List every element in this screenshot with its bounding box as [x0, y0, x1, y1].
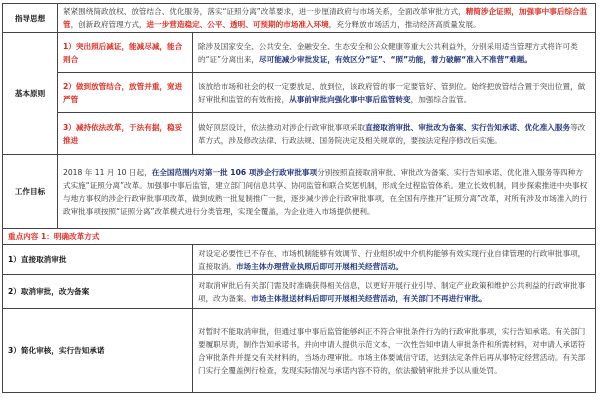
guiding-text	[58, 4, 596, 33]
text-segment: 对暂时不能取消审批，但通过事中事后监管能够纠正不符合审批条件行为的行政审批事项，实行告知承诺。有关部门要履职尽责，制作告知承诺书，并向申请人提供示范文本，一次性告知申请人审批条件和所需材料，对申请人承诺符合审批条件并提交有关材料的，当场办理审批。市场主体要诚信守诺，达到法定条件后再从事特定经营活动。有关部门实行全覆盖例行检查，发现实际情况与承诺内容不符的，依法撤销审批并予以从重处罚。	[198, 326, 586, 375]
principle-text	[193, 33, 596, 73]
key-item-title: 1）直接取消审批	[3, 245, 193, 275]
text-segment: ，加强综合监管。	[410, 94, 472, 104]
text-segment: 等改革方式，涉及修改法律、行政法规、国务院决定及相关规章的，要按法定程序修改后实施。	[198, 122, 586, 145]
key-item-row	[3, 275, 596, 309]
highlighted-text: 市场主体报送材料后即可开展相关经营活动，有关部门不再进行审批。	[251, 293, 487, 303]
highlighted-text: 在全国范围内对第一批 106 项涉企行政审批事项	[151, 167, 318, 177]
principle-title: 3）减持依法改革，于法有据，稳妥推进	[58, 113, 193, 155]
principle-row	[3, 73, 596, 113]
highlighted-text: 进一步营造稳定、公平、透明、可预期的市场准入环境	[146, 20, 329, 29]
text-segment: 紧紧围绕简政放权、放管结合、优化服务，落实“证照分离”改革要求，进一步厘清政府与市场关系，全面改革审批方式，	[63, 7, 466, 16]
key-item-text	[193, 275, 596, 309]
key-item-row	[3, 309, 596, 393]
text-segment: 做好顶层设计，依法推动对涉企行政审批事项采取	[198, 122, 366, 132]
principle-text	[193, 113, 596, 155]
goal-label: 工作目标	[3, 155, 58, 229]
goal-row	[3, 155, 596, 229]
key-heading: 重点内容 1：明确改革方式	[3, 229, 596, 245]
key-item-title: 2）取消审批，改为备案	[3, 275, 193, 309]
highlighted-text: 市场主体办理营业执照后即可开展相关经营活动。	[235, 261, 404, 271]
text-segment: ，充分释放市场活力，推动经济高质量发展。	[328, 20, 481, 29]
text-segment: 分别按照直接取消审批、审批改为备案、实行告知承诺、优化准入服务等四种方式实施“证照分离”改革。加强事中事后监管，建立部门间信息共享、协同监管和联合奖惩机制，形成全过程监管体系。建立长效机制，同步探索推进中央事权与地方事权的涉企行政审批事项改革，做到成熟一批复制推广一批，逐步减少涉企行政审批事项，在全国有序推开“证照分离”改革，对所有涉及市场准入的行政审批事项按照“证照分离”改革模式进行分类管理，实现全覆盖，为企业进入市场提供便利。	[63, 167, 588, 216]
key-item-text	[193, 309, 596, 393]
principle-title: 2）做到放管结合，放管并重，宽进严管	[58, 73, 193, 113]
goal-text	[58, 155, 596, 229]
principle-row	[3, 113, 596, 155]
principle-row	[3, 33, 596, 73]
highlighted-text: 精简涉企证照，加强事中事后综合监管	[63, 7, 588, 29]
text-segment: ，创新政府管理方式，	[70, 20, 147, 29]
highlighted-text: 尽可能减少审批发证，有效区分“证”、“照”功能，着力破解“准入不准营”难题。	[259, 54, 532, 64]
text-segment: 除涉及国家安全、公共安全、金融安全、生态安全和公众健康等重大公共利益外，分别采用适当管理方式将许可类的“证”分离出来，	[198, 41, 578, 64]
reform-table	[2, 3, 596, 393]
text-segment: 对设定必要性已不存在、市场机制能够有效调节、行业组织或中介机构能够有效实现行业自律管理的行政审批事项，直接取消。	[198, 248, 586, 271]
guiding-label: 指导思想	[3, 4, 58, 33]
highlighted-text: 从事前审批向强化事中事后监管转变	[289, 94, 411, 104]
highlighted-text: 直接取消审批、审批改为备案、实行告知承诺、优化准入服务	[365, 122, 571, 132]
text-segment: 该放给市场和社会的权一定要放足、放到位，该政府管的事一定要管好、管到位。始终把放管结合置于突出位置，做好审批和监管的有效衔接，	[198, 81, 586, 104]
key-item-row	[3, 245, 596, 275]
principle-text	[193, 73, 596, 113]
text-segment: 2018 年 11 月 10 日起，	[63, 167, 152, 177]
principle-title: 1）突出照后减证，能减尽减，能合则合	[58, 33, 193, 73]
key-item-title: 3）简化审核，实行告知承诺	[3, 309, 193, 393]
principles-label: 基本原则	[3, 33, 58, 155]
key-heading-row	[3, 229, 596, 245]
text-segment: 对取消审批后有关部门需及时准确获得相关信息，以更好开展行业引导、制定产业政策和维护公共利益的行政审批事项，改为备案。	[198, 280, 586, 303]
key-item-text	[193, 245, 596, 275]
guiding-row	[3, 4, 596, 33]
